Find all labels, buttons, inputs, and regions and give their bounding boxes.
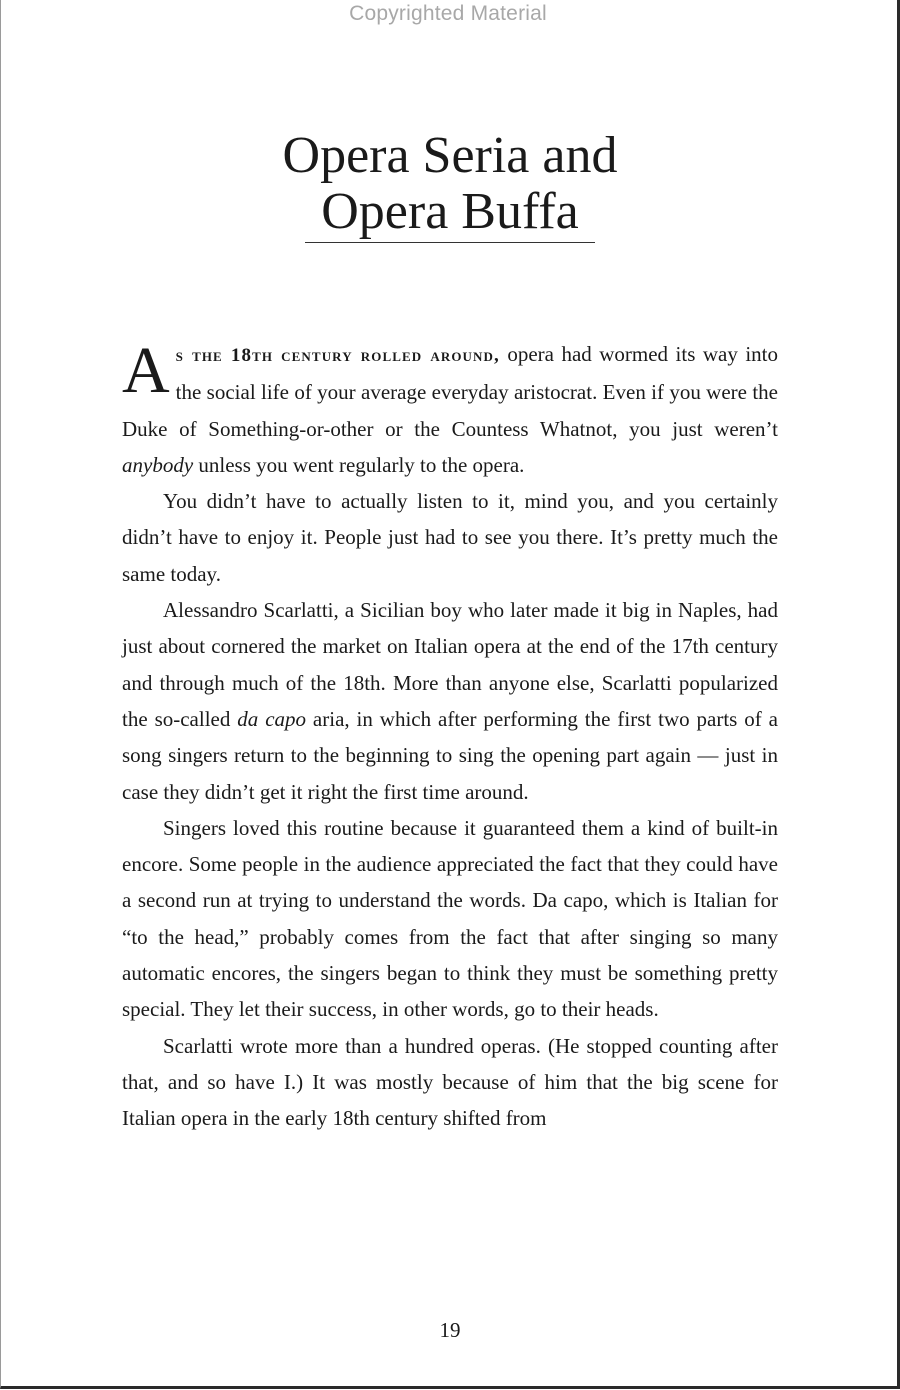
paragraph-1 (122, 336, 778, 483)
paragraph-2: You didn’t have to actually listen to it, mind you, and you certainly didn’t have to enjoy it. People just had to see you there. It’s pretty much the same today. (122, 489, 778, 586)
paragraph-3-text-b: aria, in which after performing the first two parts of a song singers return to the beginning to sing the opening part again — just in case they didn’t get it right the first time around. (122, 706, 778, 804)
copyright-watermark: Copyrighted Material (349, 2, 547, 25)
title-underline (305, 242, 595, 243)
chapter-title-line-2: Opera Buffa (321, 183, 579, 240)
chapter-title (0, 128, 900, 240)
page-number: 19 (439, 1318, 461, 1342)
emphasis-anybody: anybody (122, 452, 194, 477)
paragraph-3-text-a: Alessandro Scarlatti, a Sicilian boy who later made it big in Naples, had just about cornered the market on Italian opera at the end of the 17th century and through much of the 18th. More than anyone else, Scarlatti popularized the so-called (122, 598, 778, 731)
paragraph-3 (122, 592, 778, 810)
paragraph-5: Scarlatti wrote more than a hundred operas. (He stopped counting after that, and so have I.) It was mostly because of him that the big scene for Italian opera in the early 18th century shifted from (122, 1033, 778, 1131)
paragraph-1-text-a: opera had wormed its way into the social life of your average everyday aristocrat. Even if you were the Duke of Something-or-other or the Countess Whatnot, you just weren’t (122, 342, 778, 441)
body-text (122, 336, 778, 1137)
chapter-title-line-1: Opera Seria and (282, 127, 618, 184)
paragraph-1-text-b: unless you went regularly to the opera. (193, 452, 525, 477)
emphasis-da-capo: da capo (237, 706, 307, 731)
drop-cap: A (122, 334, 170, 407)
paragraph-4: Singers loved this routine because it guaranteed them a kind of built-in encore. Some people in the audience appreciated the fact that they could have a second run at trying to understand the words. Da capo, which is Italian for “to the head,” probably comes from the fact that after singing so many automatic encores, the singers began to think they must be something pretty special. They let their success, in other words, go to their heads. (122, 815, 778, 1022)
lead-in-small-caps: s the 18th century rolled around, (175, 345, 500, 366)
